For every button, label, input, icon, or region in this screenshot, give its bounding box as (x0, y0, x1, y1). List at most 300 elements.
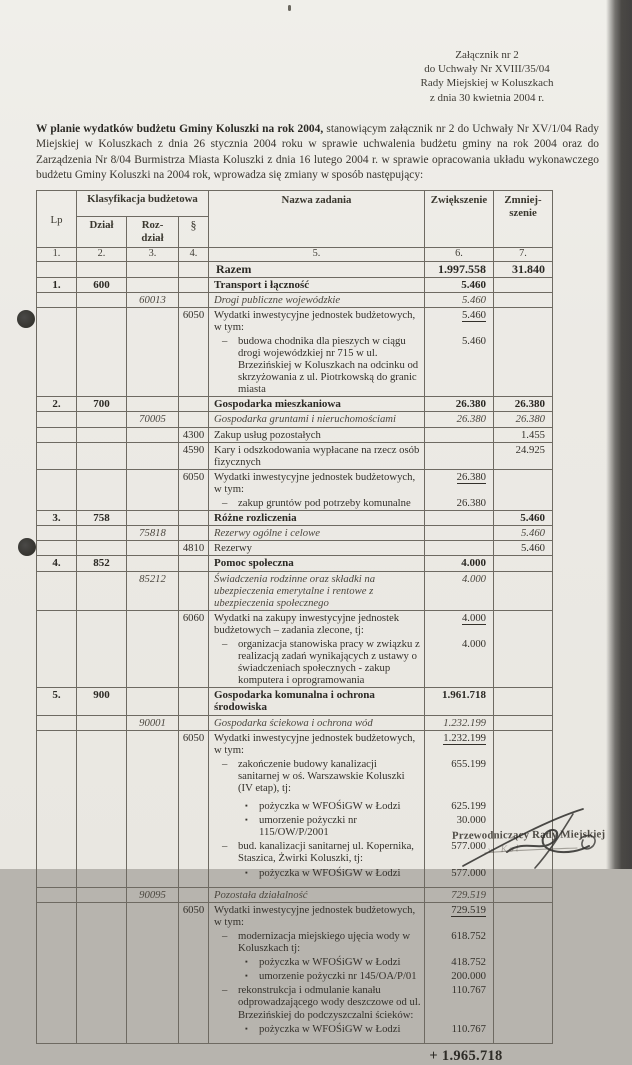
table-header (37, 191, 552, 247)
cell-paragraf (178, 813, 208, 839)
task-name-text: rekonstrukcja i odmulanie kanału odprowadzającego wody deszczowe od ul. Brzezińskiej do podczyszczalni ścieków: (238, 984, 421, 1021)
cell-paragraf: 6050 (178, 731, 208, 757)
intro-lead: W planie wydatków budżetu Gminy Koluszki na rok 2004, (36, 122, 324, 135)
cell-rozdzial (126, 731, 178, 757)
task-name-text: modernizacja miejskiego ujęcia wody w Koluszkach tj: (238, 929, 411, 955)
cell-paragraf (178, 929, 208, 955)
letterhead-line: Załącznik nr 2 (455, 49, 519, 61)
hole-punch-mark (17, 310, 35, 328)
cell-rozdzial (126, 929, 178, 955)
cell-nazwa-zadania (208, 278, 424, 292)
increase-value: 418.752 (451, 956, 486, 969)
table-row (37, 610, 552, 637)
cell-dzial (76, 412, 126, 426)
task-name-text: Drogi publiczne wojewódzkie (214, 293, 341, 306)
decrease-value: 31.840 (512, 262, 545, 277)
cell-dzial (76, 428, 126, 442)
column-number: 1. (52, 248, 61, 260)
cell-lp (37, 470, 76, 496)
cell-zwiekszenie (424, 293, 493, 307)
cell-zwiekszenie (424, 888, 493, 902)
task-name-text: zakup gruntów pod potrzeby komunalne (238, 497, 411, 510)
cell-nazwa-zadania (208, 397, 424, 411)
table-row (37, 955, 552, 969)
increase-value: 30.000 (456, 814, 486, 827)
cell-zwiekszenie (424, 716, 493, 730)
chairman-stamp-subtext: w Kol (487, 844, 521, 856)
table-row (37, 969, 552, 983)
cell-zmniejszenie (493, 308, 552, 334)
task-name-text: budowa chodnika dla pieszych w ciągu drogi wojewódzkiej nr 715 w ul. Brzezińskiej w Koluszkach na odcinku od skrzyżowania z ul. Piotrkowską do granic miasta (238, 334, 419, 396)
increase-value: 4.000 (461, 611, 486, 624)
cell-zmniejszenie (493, 611, 552, 637)
scan-edge-shadow (606, 0, 632, 869)
list-marker: – (222, 637, 228, 650)
cell-zmniejszenie (493, 470, 552, 496)
cell-zmniejszenie (493, 293, 552, 307)
col-header-nazwa-zadania: Nazwa zadania (208, 191, 424, 247)
cell-zwiekszenie (424, 526, 493, 540)
increase-value: 655.199 (451, 757, 486, 770)
list-marker: – (222, 497, 228, 510)
cell-zmniejszenie (493, 757, 552, 795)
cell-dzial (76, 839, 126, 865)
cell-rozdzial (126, 511, 178, 525)
list-marker: ▪ (245, 957, 248, 967)
cell-zmniejszenie (493, 511, 552, 525)
cell-zmniejszenie (493, 888, 552, 902)
task-name-text: pożyczka w WFOŚiGW w Łodzi (259, 1022, 401, 1035)
cell-lp: 3. (52, 512, 61, 525)
cell-lp (37, 716, 76, 730)
task-name-text: pożyczka w WFOŚiGW w Łodzi (259, 956, 401, 969)
scan-speck (288, 5, 291, 11)
cell-lp (37, 334, 76, 396)
cell-zwiekszenie (424, 688, 493, 714)
cell-zmniejszenie (493, 637, 552, 687)
cell-zmniejszenie (493, 412, 552, 426)
cell-paragraf (178, 1022, 208, 1043)
cell-zwiekszenie (424, 308, 493, 334)
cell-zmniejszenie (493, 278, 552, 292)
table-row (37, 687, 552, 714)
increase-value: 110.767 (451, 984, 486, 997)
column-number: 4. (178, 248, 208, 261)
cell-zwiekszenie (424, 983, 493, 1021)
cell-zmniejszenie (493, 1022, 552, 1043)
task-name-text: Rezerwy (214, 542, 252, 555)
column-number: 7. (493, 248, 552, 261)
cell-dzial (76, 955, 126, 969)
cell-nazwa-zadania (208, 556, 424, 570)
column-number-row (37, 247, 552, 261)
cell-dzial: 900 (76, 688, 126, 714)
cell-rozdzial (126, 637, 178, 687)
cell-zwiekszenie (424, 278, 493, 292)
cell-nazwa-zadania (208, 637, 424, 687)
cell-rozdzial (126, 470, 178, 496)
increase-value: 5.460 (461, 334, 486, 347)
cell-paragraf (178, 757, 208, 795)
cell-zmniejszenie (493, 541, 552, 555)
cell-paragraf (178, 839, 208, 865)
column-number: 6. (424, 248, 493, 261)
cell-dzial (76, 888, 126, 902)
cell-nazwa-zadania (208, 511, 424, 525)
cell-zwiekszenie (424, 470, 493, 496)
decrease-value: 1.455 (520, 428, 545, 441)
cell-zwiekszenie (424, 611, 493, 637)
col-header-klasyfikacja: Klasyfikacja budżetowa (76, 191, 208, 217)
list-marker: – (222, 757, 228, 770)
cell-dzial (76, 334, 126, 396)
letterhead-line: Rady Miejskiej w Koluszkach (420, 77, 554, 90)
cell-nazwa-zadania (208, 839, 424, 865)
cell-nazwa-zadania (208, 428, 424, 442)
cell-dzial (76, 929, 126, 955)
cell-nazwa-zadania (208, 262, 424, 276)
cell-zwiekszenie (424, 969, 493, 983)
cell-rozdzial (126, 262, 178, 276)
cell-rozdzial (126, 428, 178, 442)
cell-zmniejszenie (493, 526, 552, 540)
cell-dzial (76, 526, 126, 540)
task-name-text: Gospodarka komunalna i ochrona środowiska (214, 689, 375, 714)
cell-lp (37, 866, 76, 887)
cell-nazwa-zadania (208, 443, 424, 469)
cell-nazwa-zadania (208, 1022, 424, 1043)
table-row (37, 887, 552, 902)
cell-paragraf: 6050 (178, 470, 208, 496)
cell-paragraf (178, 969, 208, 983)
cell-nazwa-zadania (208, 929, 424, 955)
increase-value: 5.460 (461, 308, 486, 321)
cell-rozdzial (126, 397, 178, 411)
decrease-value: 5.460 (520, 512, 545, 525)
intro-body: stanowiącym załącznik nr 2 do Uchwały Nr XV/1/04 Rady Miejskiej w Koluszkach z dnia 26 stycznia 2004 roku w sprawie uchwalenia budżetu gminy na rok 2004 oraz do Zarządzenia Nr 8/04 Burmistrza Miasta Koluszki z dnia 16 lutego 2004 r. w sprawie opracowania układu wykonawczego budżetu Gminy Koluszki na 2004 rok, wprowadza się zmiany w sposób następujący: (36, 122, 599, 182)
increase-value: 5.460 (461, 293, 486, 306)
cell-nazwa-zadania (208, 412, 424, 426)
cell-dzial (76, 1022, 126, 1043)
increase-value: 625.199 (451, 800, 486, 813)
handwritten-signature (455, 808, 630, 870)
task-name-text: zakończenie budowy kanalizacji sanitarnej w oś. Warszawskie Koluszki (IV etap), tj: (238, 757, 405, 794)
cell-nazwa-zadania (208, 526, 424, 540)
cell-rozdzial (126, 955, 178, 969)
cell-zwiekszenie (424, 929, 493, 955)
table-row (37, 525, 552, 540)
cell-lp (37, 813, 76, 839)
increase-value: 577.000 (451, 866, 486, 879)
table-row (37, 983, 552, 1021)
cell-nazwa-zadania (208, 888, 424, 902)
task-name-text: Wydatki inwestycyjne jednostek budżetowych, w tym: (214, 731, 416, 756)
list-marker: ▪ (245, 815, 248, 825)
cell-zwiekszenie (424, 541, 493, 555)
cell-nazwa-zadania (208, 731, 424, 757)
cell-dzial (76, 293, 126, 307)
increase-value: 4.000 (461, 557, 486, 570)
table-row (37, 442, 552, 469)
cell-paragraf: 4300 (178, 428, 208, 442)
grand-total: + 1.965.718 (429, 1047, 503, 1064)
cell-lp (37, 572, 76, 610)
cell-paragraf: 4810 (178, 541, 208, 555)
cell-rozdzial (126, 866, 178, 887)
cell-dzial: 600 (76, 278, 126, 292)
increase-value: 110.767 (451, 1022, 486, 1035)
cell-nazwa-zadania (208, 293, 424, 307)
task-name-text: umorzenie pożyczki nr 115/OW/P/2001 (259, 814, 357, 839)
table-row (37, 427, 552, 442)
decrease-value: 5.460 (520, 542, 545, 555)
cell-rozdzial (126, 556, 178, 570)
decrease-value: 26.380 (515, 413, 545, 426)
cell-dzial (76, 903, 126, 929)
cell-zmniejszenie (493, 731, 552, 757)
cell-zwiekszenie (424, 757, 493, 795)
list-marker: ▪ (245, 801, 248, 811)
cell-lp (37, 428, 76, 442)
cell-zwiekszenie (424, 1022, 493, 1043)
cell-lp: 5. (52, 689, 61, 702)
cell-rozdzial (126, 903, 178, 929)
cell-dzial (76, 969, 126, 983)
cell-dzial (76, 443, 126, 469)
col-header-zwiekszenie: Zwiększenie (424, 191, 493, 247)
cell-paragraf: 6060 (178, 611, 208, 637)
cell-zmniejszenie (493, 556, 552, 570)
task-name-text: bud. kanalizacji sanitarnej ul. Kopernika, Staszica, Żwirki Koluszki, tj: (238, 840, 414, 865)
column-number: 2. (76, 248, 126, 261)
cell-lp (37, 262, 76, 276)
col-header-lp: Lp (50, 214, 63, 227)
task-name-text: Gospodarka ściekowa i ochrona wód (214, 716, 373, 729)
cell-nazwa-zadania (208, 866, 424, 887)
cell-zmniejszenie (493, 428, 552, 442)
increase-value: 577.000 (451, 840, 486, 853)
cell-dzial (76, 983, 126, 1021)
cell-dzial (76, 813, 126, 839)
table-row (37, 902, 552, 929)
table-row (37, 396, 552, 411)
cell-paragraf (178, 866, 208, 887)
task-name-text: Zakup usług pozostałych (214, 428, 321, 441)
task-name-text: Gospodarka mieszkaniowa (214, 398, 341, 411)
cell-dzial (76, 308, 126, 334)
increase-value: 1.232.199 (443, 731, 486, 744)
cell-rozdzial (126, 813, 178, 839)
task-name-text: Pozostała działalność (214, 888, 308, 901)
cell-zwiekszenie (424, 443, 493, 469)
cell-zmniejszenie (493, 688, 552, 714)
cell-dzial (76, 866, 126, 887)
cell-zmniejszenie (493, 496, 552, 510)
cell-nazwa-zadania (208, 334, 424, 396)
cell-lp (37, 983, 76, 1021)
column-number: 5. (208, 248, 424, 261)
cell-paragraf (178, 397, 208, 411)
table-row (37, 334, 552, 396)
letterhead-line: do Uchwały Nr XVIII/35/04 (424, 63, 550, 76)
increase-value: 1.961.718 (442, 689, 486, 702)
cell-lp: 2. (52, 398, 61, 411)
cell-rozdzial: 60013 (126, 293, 178, 307)
task-name-text: pożyczka w WFOŚiGW w Łodzi (259, 866, 401, 879)
cell-rozdzial (126, 611, 178, 637)
cell-lp (37, 611, 76, 637)
task-name-text: Pomoc społeczna (214, 557, 294, 570)
cell-lp (37, 929, 76, 955)
cell-lp (37, 903, 76, 929)
cell-zwiekszenie (424, 334, 493, 396)
table-row (37, 510, 552, 525)
cell-rozdzial (126, 688, 178, 714)
table-row (37, 307, 552, 334)
cell-paragraf (178, 572, 208, 610)
cell-lp (37, 1022, 76, 1043)
budget-table (36, 190, 553, 1043)
cell-lp (37, 496, 76, 510)
list-marker: – (222, 929, 228, 942)
table-row (37, 730, 552, 757)
cell-zmniejszenie (493, 969, 552, 983)
cell-rozdzial (126, 1022, 178, 1043)
cell-zwiekszenie (424, 556, 493, 570)
cell-lp (37, 955, 76, 969)
decrease-value: 26.380 (514, 398, 545, 411)
col-header-dzial: Dział (76, 217, 126, 247)
cell-nazwa-zadania (208, 541, 424, 555)
cell-paragraf (178, 716, 208, 730)
cell-rozdzial (126, 795, 178, 813)
cell-zwiekszenie (424, 731, 493, 757)
cell-zmniejszenie (493, 397, 552, 411)
cell-zmniejszenie (493, 983, 552, 1021)
cell-dzial (76, 496, 126, 510)
col-header-zmniejszenie: Zmniej-szenie (493, 191, 552, 247)
cell-dzial (76, 716, 126, 730)
cell-paragraf (178, 983, 208, 1021)
list-marker: – (222, 334, 228, 347)
cell-lp (37, 412, 76, 426)
cell-paragraf (178, 556, 208, 570)
cell-paragraf (178, 888, 208, 902)
task-name-text: Gospodarka gruntami i nieruchomościami (214, 413, 396, 426)
table-row (37, 1022, 552, 1043)
list-marker: – (222, 984, 228, 997)
cell-nazwa-zadania (208, 903, 424, 929)
increase-value: 729.519 (451, 903, 486, 916)
cell-paragraf: 6050 (178, 903, 208, 929)
table-row (37, 571, 552, 610)
increase-value: 26.380 (456, 497, 486, 510)
increase-value: 26.380 (456, 470, 486, 483)
table-row (37, 555, 552, 570)
cell-rozdzial (126, 308, 178, 334)
cell-paragraf: 4590 (178, 443, 208, 469)
list-marker: ▪ (245, 1023, 248, 1033)
cell-nazwa-zadania (208, 308, 424, 334)
intro-paragraph (36, 122, 599, 184)
cell-nazwa-zadania (208, 611, 424, 637)
cell-rozdzial (126, 334, 178, 396)
task-name-text: Rezerwy ogólne i celowe (214, 527, 320, 540)
cell-lp (37, 293, 76, 307)
task-name-text: organizacja stanowiska pracy w związku z realizacją zadań wynikających z ustawy o świadczeniach społecznych - zakup komputera i oprogramowania (238, 637, 420, 687)
cell-paragraf (178, 511, 208, 525)
cell-paragraf (178, 955, 208, 969)
increase-value: 200.000 (451, 970, 486, 983)
cell-nazwa-zadania (208, 983, 424, 1021)
cell-lp (37, 637, 76, 687)
table-row (37, 411, 552, 426)
cell-zwiekszenie (424, 511, 493, 525)
cell-rozdzial (126, 541, 178, 555)
col-header-paragraf: § (178, 217, 208, 247)
cell-lp: 1. (52, 278, 61, 291)
cell-dzial (76, 541, 126, 555)
cell-rozdzial (126, 839, 178, 865)
table-row (37, 929, 552, 955)
cell-paragraf (178, 637, 208, 687)
cell-paragraf (178, 526, 208, 540)
cell-rozdzial (126, 496, 178, 510)
cell-nazwa-zadania (208, 813, 424, 839)
cell-lp (37, 541, 76, 555)
task-name-text: Wydatki na zakupy inwestycyjne jednostek budżetowych – zadania zlecone, tj: (214, 611, 400, 636)
table-row (37, 277, 552, 292)
table-row (37, 292, 552, 307)
cell-dzial (76, 470, 126, 496)
cell-nazwa-zadania (208, 969, 424, 983)
cell-paragraf (178, 278, 208, 292)
decrease-value: 5.460 (520, 527, 545, 540)
task-name-text: umorzenie pożyczki nr 145/OA/P/01 (259, 970, 417, 983)
cell-rozdzial (126, 443, 178, 469)
cell-nazwa-zadania (208, 795, 424, 813)
letterhead (372, 48, 602, 105)
cell-zwiekszenie (424, 397, 493, 411)
cell-zwiekszenie (424, 955, 493, 969)
cell-paragraf (178, 688, 208, 714)
col-header-rozdzial: Roz-dział (126, 217, 178, 247)
cell-zmniejszenie (493, 903, 552, 929)
task-name-text: Kary i odszkodowania wypłacane na rzecz osób fizycznych (214, 443, 420, 468)
cell-dzial (76, 262, 126, 276)
increase-value: 5.460 (461, 278, 486, 291)
cell-zmniejszenie (493, 572, 552, 610)
decrease-value: 24.925 (515, 443, 545, 456)
cell-lp (37, 526, 76, 540)
cell-rozdzial (126, 278, 178, 292)
task-name-text: Razem (216, 262, 252, 277)
task-name-text: Wydatki inwestycyjne jednostek budżetowych, w tym: (214, 308, 416, 333)
chairman-stamp-text: Przewodniczący Rady Miejskiej (451, 828, 606, 842)
cell-rozdzial: 75818 (126, 526, 178, 540)
table-row (37, 757, 552, 795)
cell-nazwa-zadania (208, 572, 424, 610)
cell-paragraf: 6050 (178, 308, 208, 334)
increase-value: 26.380 (456, 413, 486, 426)
cell-dzial (76, 731, 126, 757)
cell-dzial (76, 572, 126, 610)
cell-nazwa-zadania (208, 688, 424, 714)
cell-zwiekszenie (424, 637, 493, 687)
cell-lp (37, 969, 76, 983)
cell-zwiekszenie (424, 262, 493, 276)
cell-lp (37, 443, 76, 469)
